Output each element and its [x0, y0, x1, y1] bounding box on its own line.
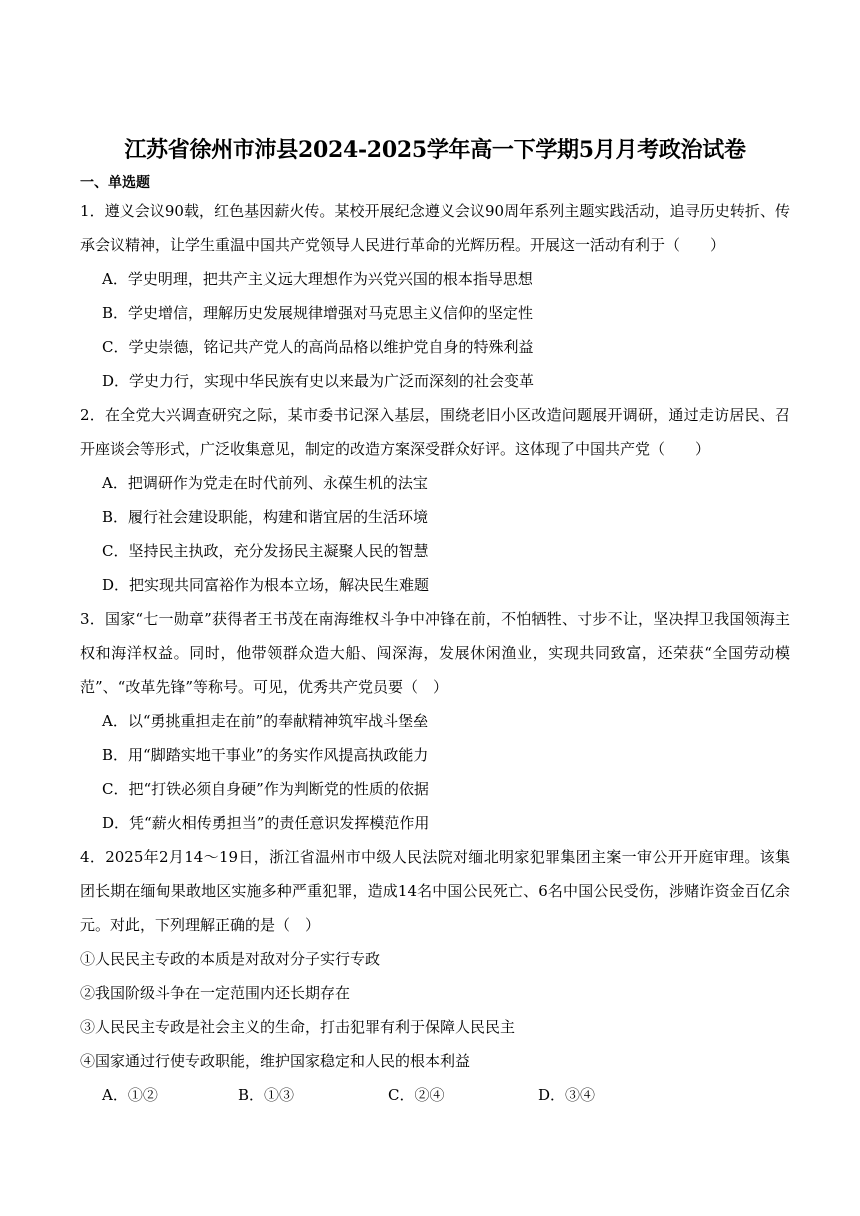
choice-row	[80, 1078, 790, 1112]
section-heading: 一、单选题	[80, 175, 150, 191]
option-c[interactable]: C．把“打铁必须自身硬”作为判断党的性质的依据	[102, 780, 429, 798]
option-b[interactable]: B．学史增信，理解历史发展规律增强对马克思主义信仰的坚定性	[102, 304, 534, 322]
option-c[interactable]: C．学史崇德，铭记共产党人的高尚品格以维护党自身的特殊利益	[102, 338, 534, 356]
exam-page	[80, 130, 790, 1112]
option-d[interactable]: D．学史力行，实现中华民族有史以来最为广泛而深刻的社会变革	[102, 372, 535, 390]
option-d[interactable]: D．凭“薪火相传勇担当”的责任意识发挥模范作用	[102, 814, 430, 832]
option-b[interactable]: B．用“脚踏实地干事业”的务实作风提高执政能力	[102, 746, 429, 764]
statement-4: ④国家通过行使专政职能，维护国家稳定和人民的根本利益	[80, 1052, 471, 1070]
statement-2: ②我国阶级斗争在一定范围内还长期存在	[80, 984, 351, 1002]
option-a[interactable]: A．以“勇挑重担走在前”的奉献精神筑牢战斗堡垒	[102, 712, 429, 730]
statement-1: ①人民民主专政的本质是对敌对分子实行专政	[80, 950, 381, 968]
page-title: 江苏省徐州市沛县2024-2025学年高一下学期5月月考政治试卷	[124, 137, 746, 163]
question-stem: 1．遵义会议90载，红色基因薪火传。某校开展纪念遵义会议90周年系列主题实践活动，追寻历史转折、传承会议精神，让学生重温中国共产党领导人民进行革命的光辉历程。开展这一活动有利于（ ）	[80, 202, 790, 254]
question-3	[80, 602, 790, 840]
option-d[interactable]: D．把实现共同富裕作为根本立场，解决民生难题	[102, 576, 430, 594]
question-stem: 3．国家“七一勋章”获得者王书茂在南海维权斗争中冲锋在前，不怕牺牲、寸步不让，坚决捍卫我国领海主权和海洋权益。同时，他带领群众造大船、闯深海，发展休闲渔业，实现共同致富，还荣获“全国劳动模范”、“改革先锋”等称号。可见，优秀共产党员要（ ）	[80, 610, 790, 696]
choice-d[interactable]: D．③④	[538, 1086, 596, 1104]
option-b[interactable]: B．履行社会建设职能，构建和谐宜居的生活环境	[102, 508, 429, 526]
option-a[interactable]: A．学史明理，把共产主义远大理想作为兴党兴国的根本指导思想	[102, 270, 533, 288]
option-a[interactable]: A．把调研作为党走在时代前列、永葆生机的法宝	[102, 474, 428, 492]
option-c[interactable]: C．坚持民主执政，充分发扬民主凝聚人民的智慧	[102, 542, 429, 560]
question-stem: 4．2025年2月14～19日，浙江省温州市中级人民法院对缅北明家犯罪集团主案一审公开开庭审理。该集团长期在缅甸果敢地区实施多种严重犯罪，造成14名中国公民死亡、6名中国公民受伤，涉赌诈资金百亿余元。对此，下列理解正确的是（ ）	[80, 848, 790, 934]
choice-c[interactable]: C．②④	[388, 1086, 445, 1104]
question-2	[80, 398, 790, 602]
question-1	[80, 194, 790, 398]
choice-b[interactable]: B．①③	[238, 1086, 295, 1104]
question-4	[80, 840, 790, 1112]
statement-3: ③人民民主专政是社会主义的生命，打击犯罪有利于保障人民民主	[80, 1018, 516, 1036]
question-stem: 2．在全党大兴调查研究之际，某市委书记深入基层，围绕老旧小区改造问题展开调研，通过走访居民、召开座谈会等形式，广泛收集意见，制定的改造方案深受群众好评。这体现了中国共产党（ ）	[80, 406, 790, 458]
choice-a[interactable]: A．①②	[102, 1086, 158, 1104]
